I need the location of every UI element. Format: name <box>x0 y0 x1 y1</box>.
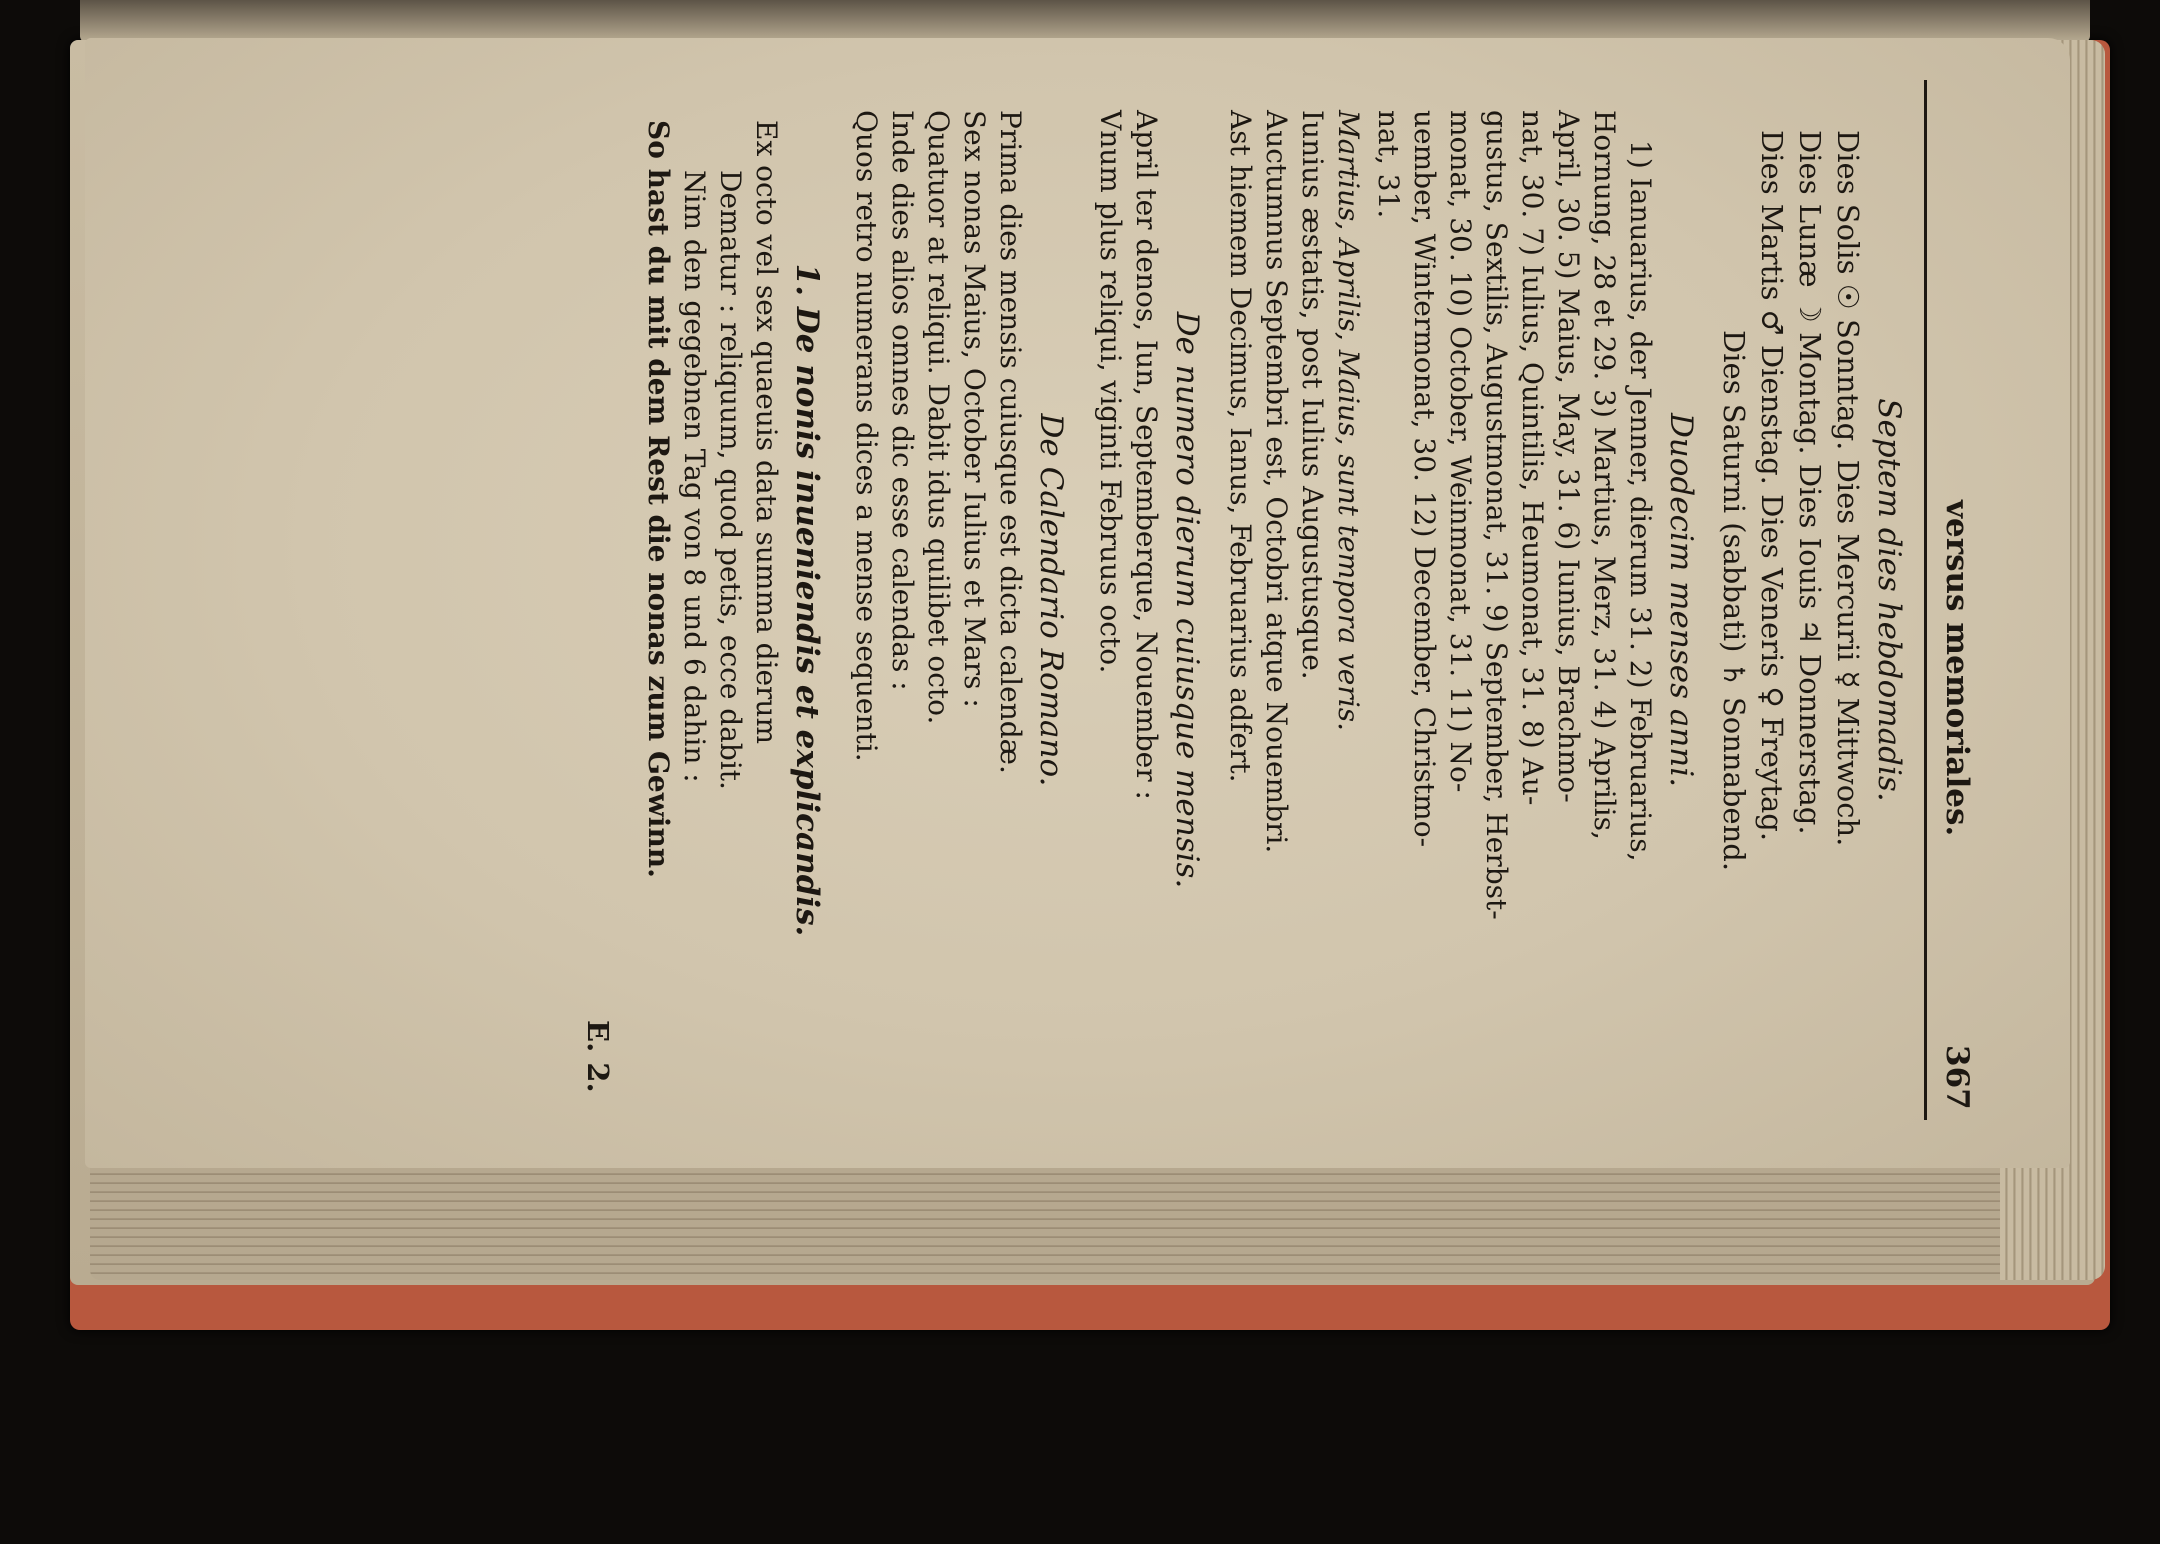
week-line-1: Dies Solis ☉ Sonntag. Dies Mercurii ☿ Mittwoch. <box>1831 130 1865 847</box>
months-line-4: nat, 30. 7) Iulius, Quintilis, Heumonat, 31. 8) Au- <box>1516 110 1549 806</box>
months-section-title: Duodecim menses anni. <box>1663 412 1699 788</box>
week-line-4: Dies Saturni (sabbati) ♄ Sonnabend. <box>1717 330 1751 872</box>
months-line-7: uember, Wintermonat, 30. 12) December, Christmo- <box>1408 110 1441 848</box>
header-divider <box>1924 80 1927 1120</box>
months-line-8: nat, 31. <box>1372 110 1405 219</box>
seasons-line-1: Martius, Aprilis, Maius, sunt tempora veris. <box>1332 110 1365 731</box>
week-line-2: Dies Lunæ ☽ Montag. Dies Iouis ♃ Donnerstag. <box>1793 130 1827 835</box>
signature-mark: E. 2. <box>581 1020 615 1093</box>
header-page-number: 367 <box>1939 1045 1975 1110</box>
nones-line-2: Dematur : reliquum, quod petis, ecce dabit. <box>714 170 747 790</box>
running-header <box>1931 80 1975 1120</box>
days-line-2: Vnum plus reliqui, viginti Februus octo. <box>1094 110 1127 674</box>
page-top-edge <box>80 0 2090 42</box>
days-line-1: April ter denos, Iun, Septemberque, Nouember : <box>1130 110 1163 800</box>
months-line-1: 1) Ianuarius, der Jenner, dierum 31. 2) Februarius, <box>1624 140 1657 862</box>
week-line-3: Dies Martis ♂ Dienstag. Dies Veneris ♀ Freytag. <box>1755 130 1789 842</box>
nones-section-title: 1. De nonis inueniendis et explicandis. <box>789 263 825 937</box>
calendar-line-5: Quos retro numerans dices a mense sequenti. <box>850 110 883 762</box>
calendar-line-2: Sex nonas Maius, October Iulius et Mars : <box>958 110 991 708</box>
days-section-title: De numero dierum cuiusque mensis. <box>1169 311 1205 889</box>
nones-line-3: Nim den gegebnen Tag von 8 und 6 dahin : <box>678 170 711 783</box>
nones-line-1: Ex octo vel sex quaeuis data summa dierum <box>750 120 783 745</box>
seasons-line-3: Auctumnus Septembri est, Octobri atque Nouembri. <box>1260 110 1293 854</box>
calendar-line-1: Prima dies mensis cuiusque est dicta calendæ. <box>994 110 1027 774</box>
nones-line-4: So hast du mit dem Rest die nonas zum Gewinn. <box>642 120 675 878</box>
seasons-line-2: Iunius æstatis, post Iulius Augustusque. <box>1296 110 1329 680</box>
page-content <box>115 80 1975 1120</box>
seasons-line-4: Ast hiemem Decimus, Ianus, Februarius adfert. <box>1224 110 1257 783</box>
months-line-2: Hornung, 28 et 29. 3) Martius, Merz, 31. 4) Aprilis, <box>1588 110 1621 840</box>
months-line-5: gustus, Sextilis, Augustmonat, 31. 9) September, Herbst- <box>1480 110 1513 920</box>
calendar-line-4: Inde dies alios omnes dic esse calendas : <box>886 110 919 691</box>
calendar-line-3: Quatuor at reliqui. Dabit idus quilibet octo. <box>922 110 955 725</box>
header-title: versus memoriales. <box>1939 500 1975 837</box>
months-line-6: monat, 30. 10) October, Weinmonat, 31. 11) No- <box>1444 110 1477 793</box>
calendar-section-title: De Calendario Romano. <box>1033 413 1069 787</box>
months-line-3: April, 30. 5) Maius, May, 31. 6) Iunius, Brachmo- <box>1552 110 1585 803</box>
week-section-title: Septem dies hebdomadis. <box>1871 398 1907 802</box>
